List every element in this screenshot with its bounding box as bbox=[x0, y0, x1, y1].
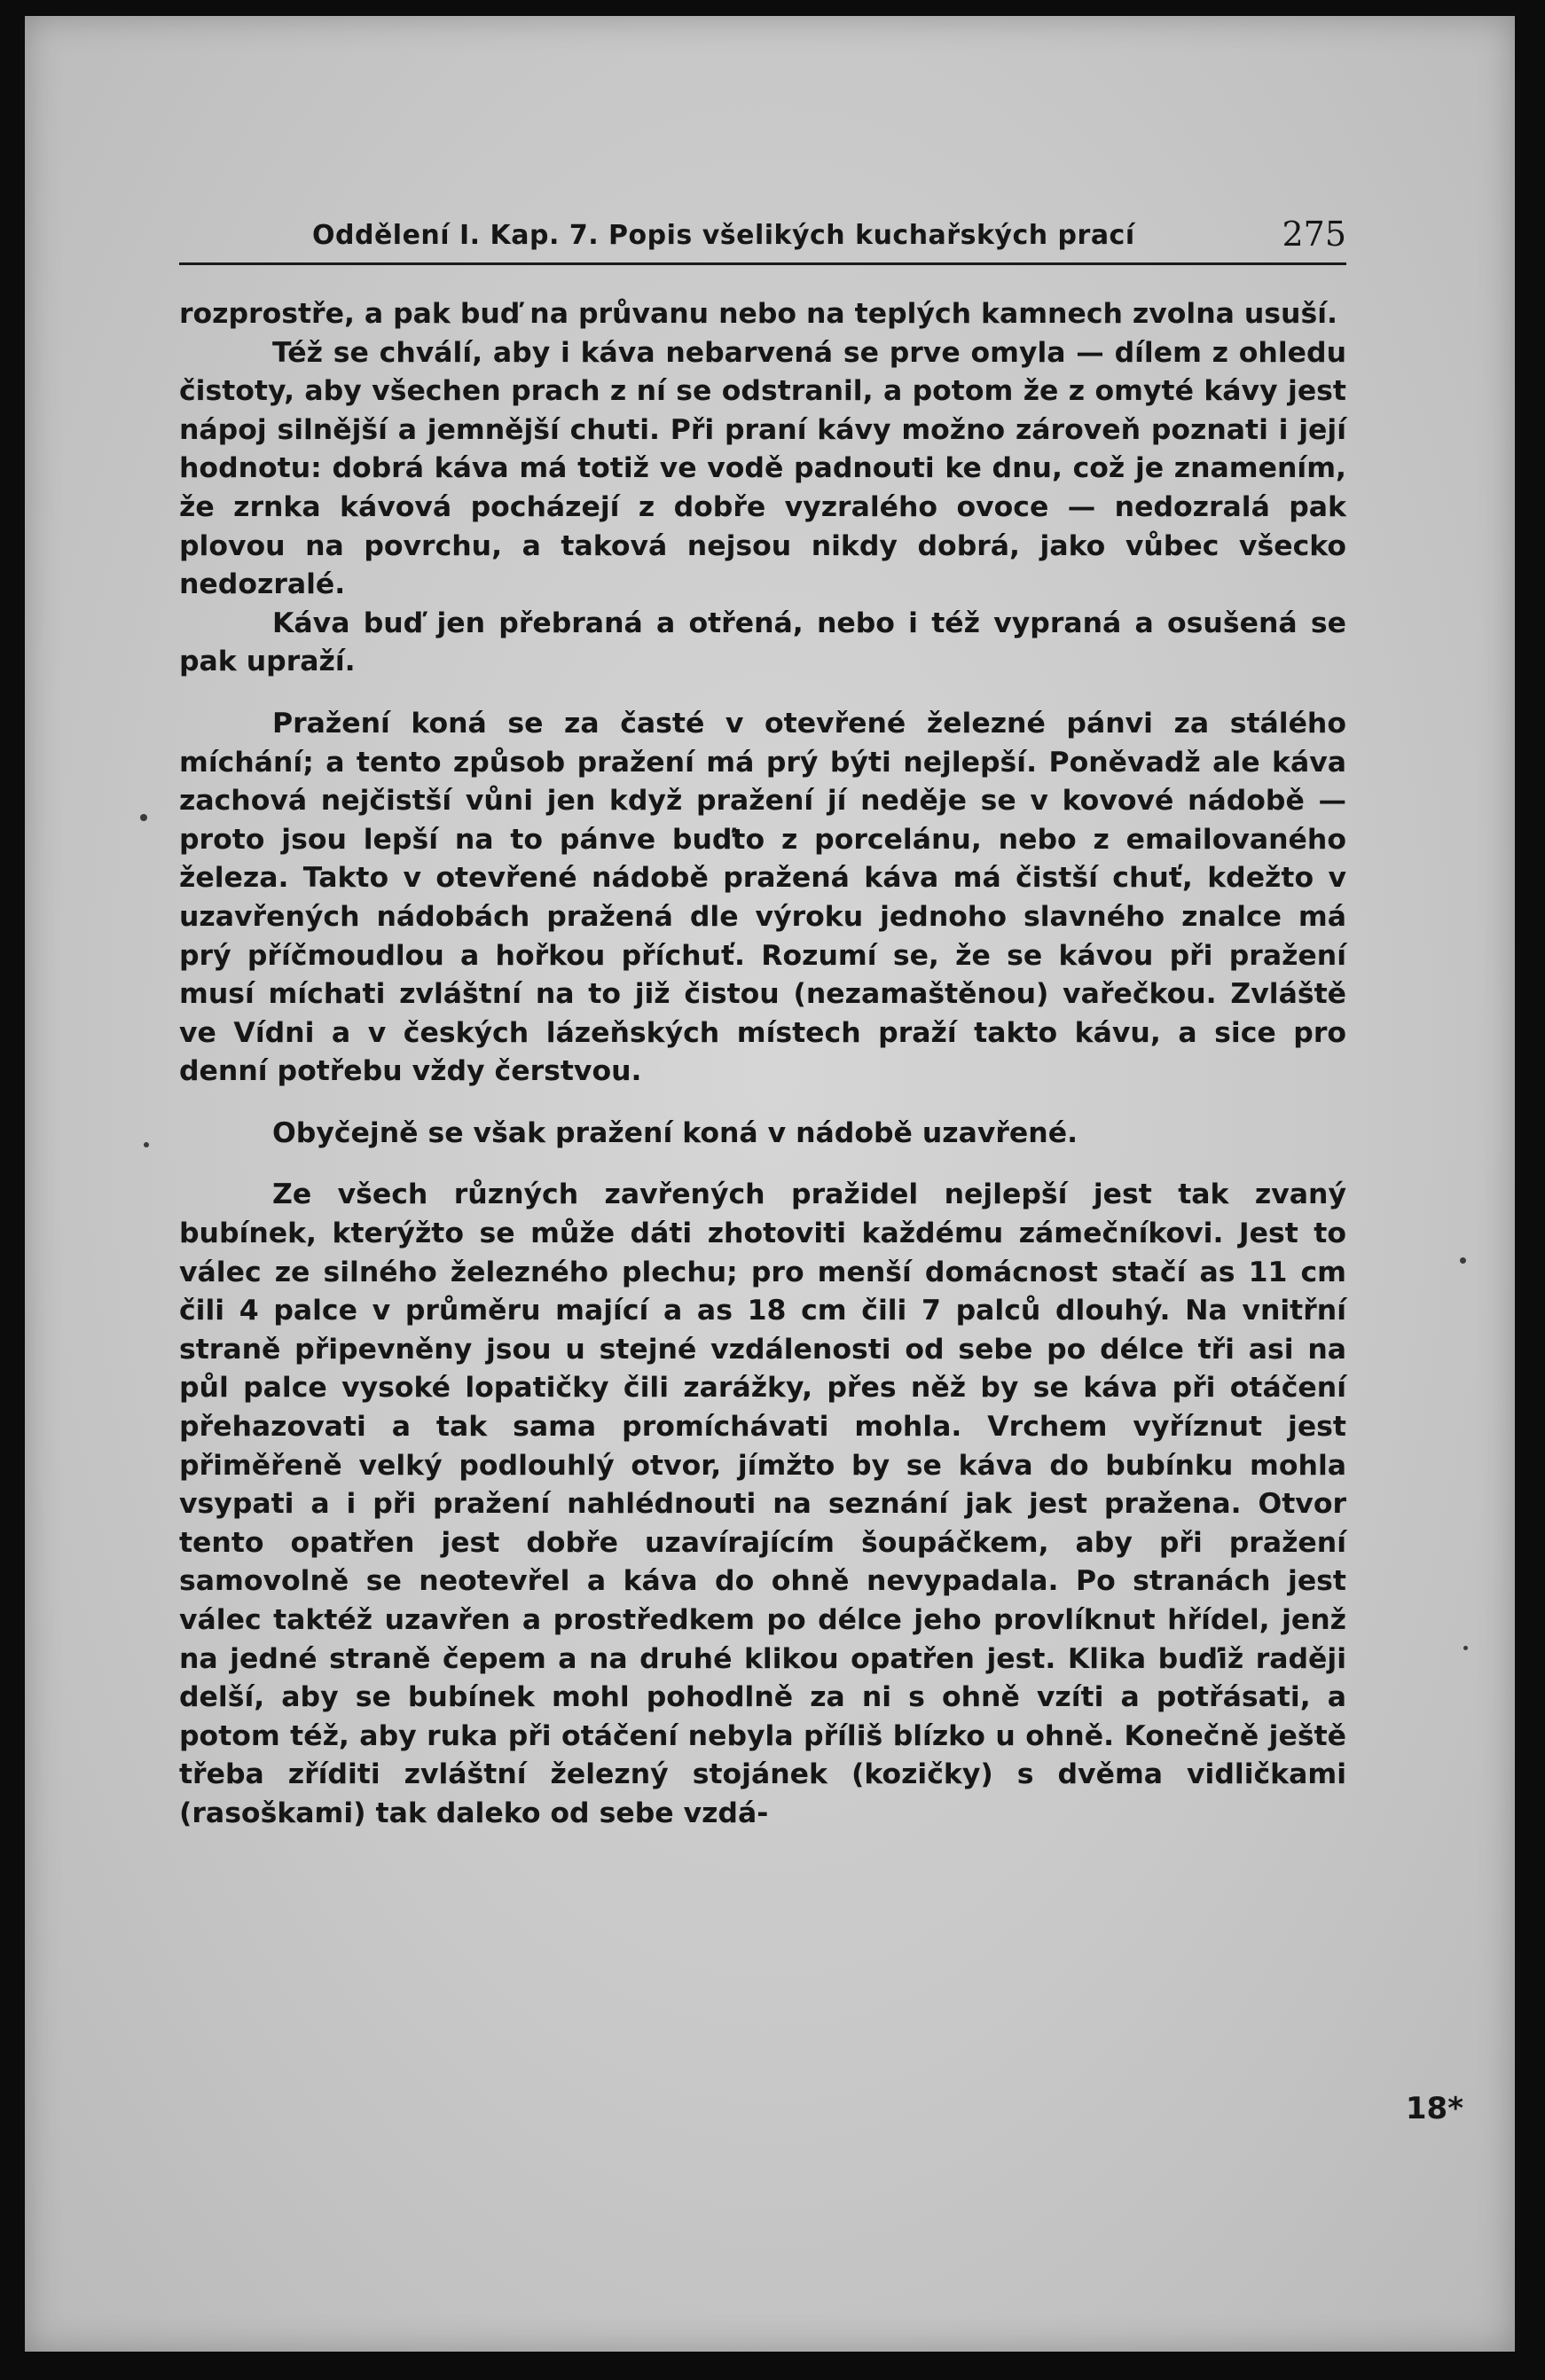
body-text bbox=[179, 295, 1346, 1834]
paragraph: Pražení koná se za časté v otevřené železné pánvi za stálého míchání; a tento způsob pražení má prý býti nejlepší. Poněvadž ale káva zachová nejčistší vůni jen když pražení jí neděje se v kovové nádobě — proto jsou lepší na to pánve buďto z porcelánu, nebo z emailovaného železa. Takto v otevřené nádobě pražená káva má čistší chuť, kdežto v uzavřených nádobách pražená dle výroku jednoho slavného znalce má prý příčmoudlou a hořkou příchuť. Rozumí se, že se kávou při pražení musí míchati zvláštní na to již čistou (nezamaštěnou) vařečkou. Zvláště ve Vídni a v českých lázeňských místech praží takto kávu, a sice pro denní potřebu vždy čerstvou. bbox=[179, 707, 1346, 1088]
book-page bbox=[25, 16, 1515, 2352]
paragraph: Obyčejně se však pražení koná v nádobě uzavřené. bbox=[272, 1116, 1078, 1149]
paper-speck bbox=[140, 814, 147, 821]
text-block bbox=[179, 209, 1346, 1834]
paper-speck bbox=[144, 1142, 149, 1147]
page-number: 275 bbox=[1282, 215, 1346, 254]
paragraph: Ze všech různých zavřených pražidel nejlepší jest tak zvaný bubínek, kterýžto se může dáti zhotoviti každému zámečníkovi. Jest to válec ze silného železného plechu; pro menší domácnost stačí as 11 cm čili 4 palce v průměru mající a as 18 cm čili 7 palců dlouhý. Na vnitřní straně připevněny jsou u stejné vzdálenosti od sebe po délce tři asi na půl palce vysoké lopatičky čili zarážky, přes něž by se káva při otáčení přehazovati a tak sama promíchávati mohla. Vrchem vyříznut jest přiměřeně velký podlouhlý otvor, jímžto by se káva do bubínku mohla vsypati a i při pražení nahlédnouti na seznání jak jest pražena. Otvor tento opatřen jest dobře uzavírajícím šoupáčkem, aby při pražení samovolně se neotevřel a káva do ohně nevypadala. Po stranách jest válec taktéž uzavřen a prostředkem po délce jeho provlíknut hřídel, jenž na jedné straně čepem a na druhé klikou opatřen jest. Klika buďiž raději delší, aby se bubínek mohl pohodlně za ni s ohně vzíti a potřásati, a potom též, aby ruka při otáčení nebyla příliš blízko u ohně. Konečně ještě třeba zříditi zvláštní železný stojánek (kozičky) s dvěma vidličkami (rasoškami) tak daleko od sebe vzdá- bbox=[179, 1178, 1346, 1829]
paragraph: Též se chválí, aby i káva nebarvená se prve omyla — dílem z ohledu čistoty, aby všechen prach z ní se odstranil, a potom že z omyté kávy jest nápoj silnější a jemnější chuti. Při praní kávy možno zároveň poznati i její hodnotu: dobrá káva má totiž ve vodě padnouti ke dnu, což je znamením, že zrnka kávová pocházejí z dobře vyzralého ovoce — nedozralá pak plovou na povrchu, a taková nejsou nikdy dobrá, jako vůbec všecko nedozralé. bbox=[179, 336, 1346, 601]
paragraph: Káva buď jen přebraná a otřená, nebo i též vypraná a osušená se pak upraží. bbox=[179, 607, 1346, 678]
paper-speck bbox=[1463, 1646, 1468, 1650]
running-head bbox=[179, 209, 1346, 265]
signature-mark: 18* bbox=[1405, 2091, 1463, 2126]
paragraph: rozprostře, a pak buď na průvanu nebo na teplých kamnech zvolna usuší. bbox=[179, 298, 1337, 330]
paper-speck bbox=[1460, 1257, 1466, 1264]
running-head-title: Oddělení I. Kap. 7. Popis všelikých kuchařských prací bbox=[312, 220, 1135, 251]
